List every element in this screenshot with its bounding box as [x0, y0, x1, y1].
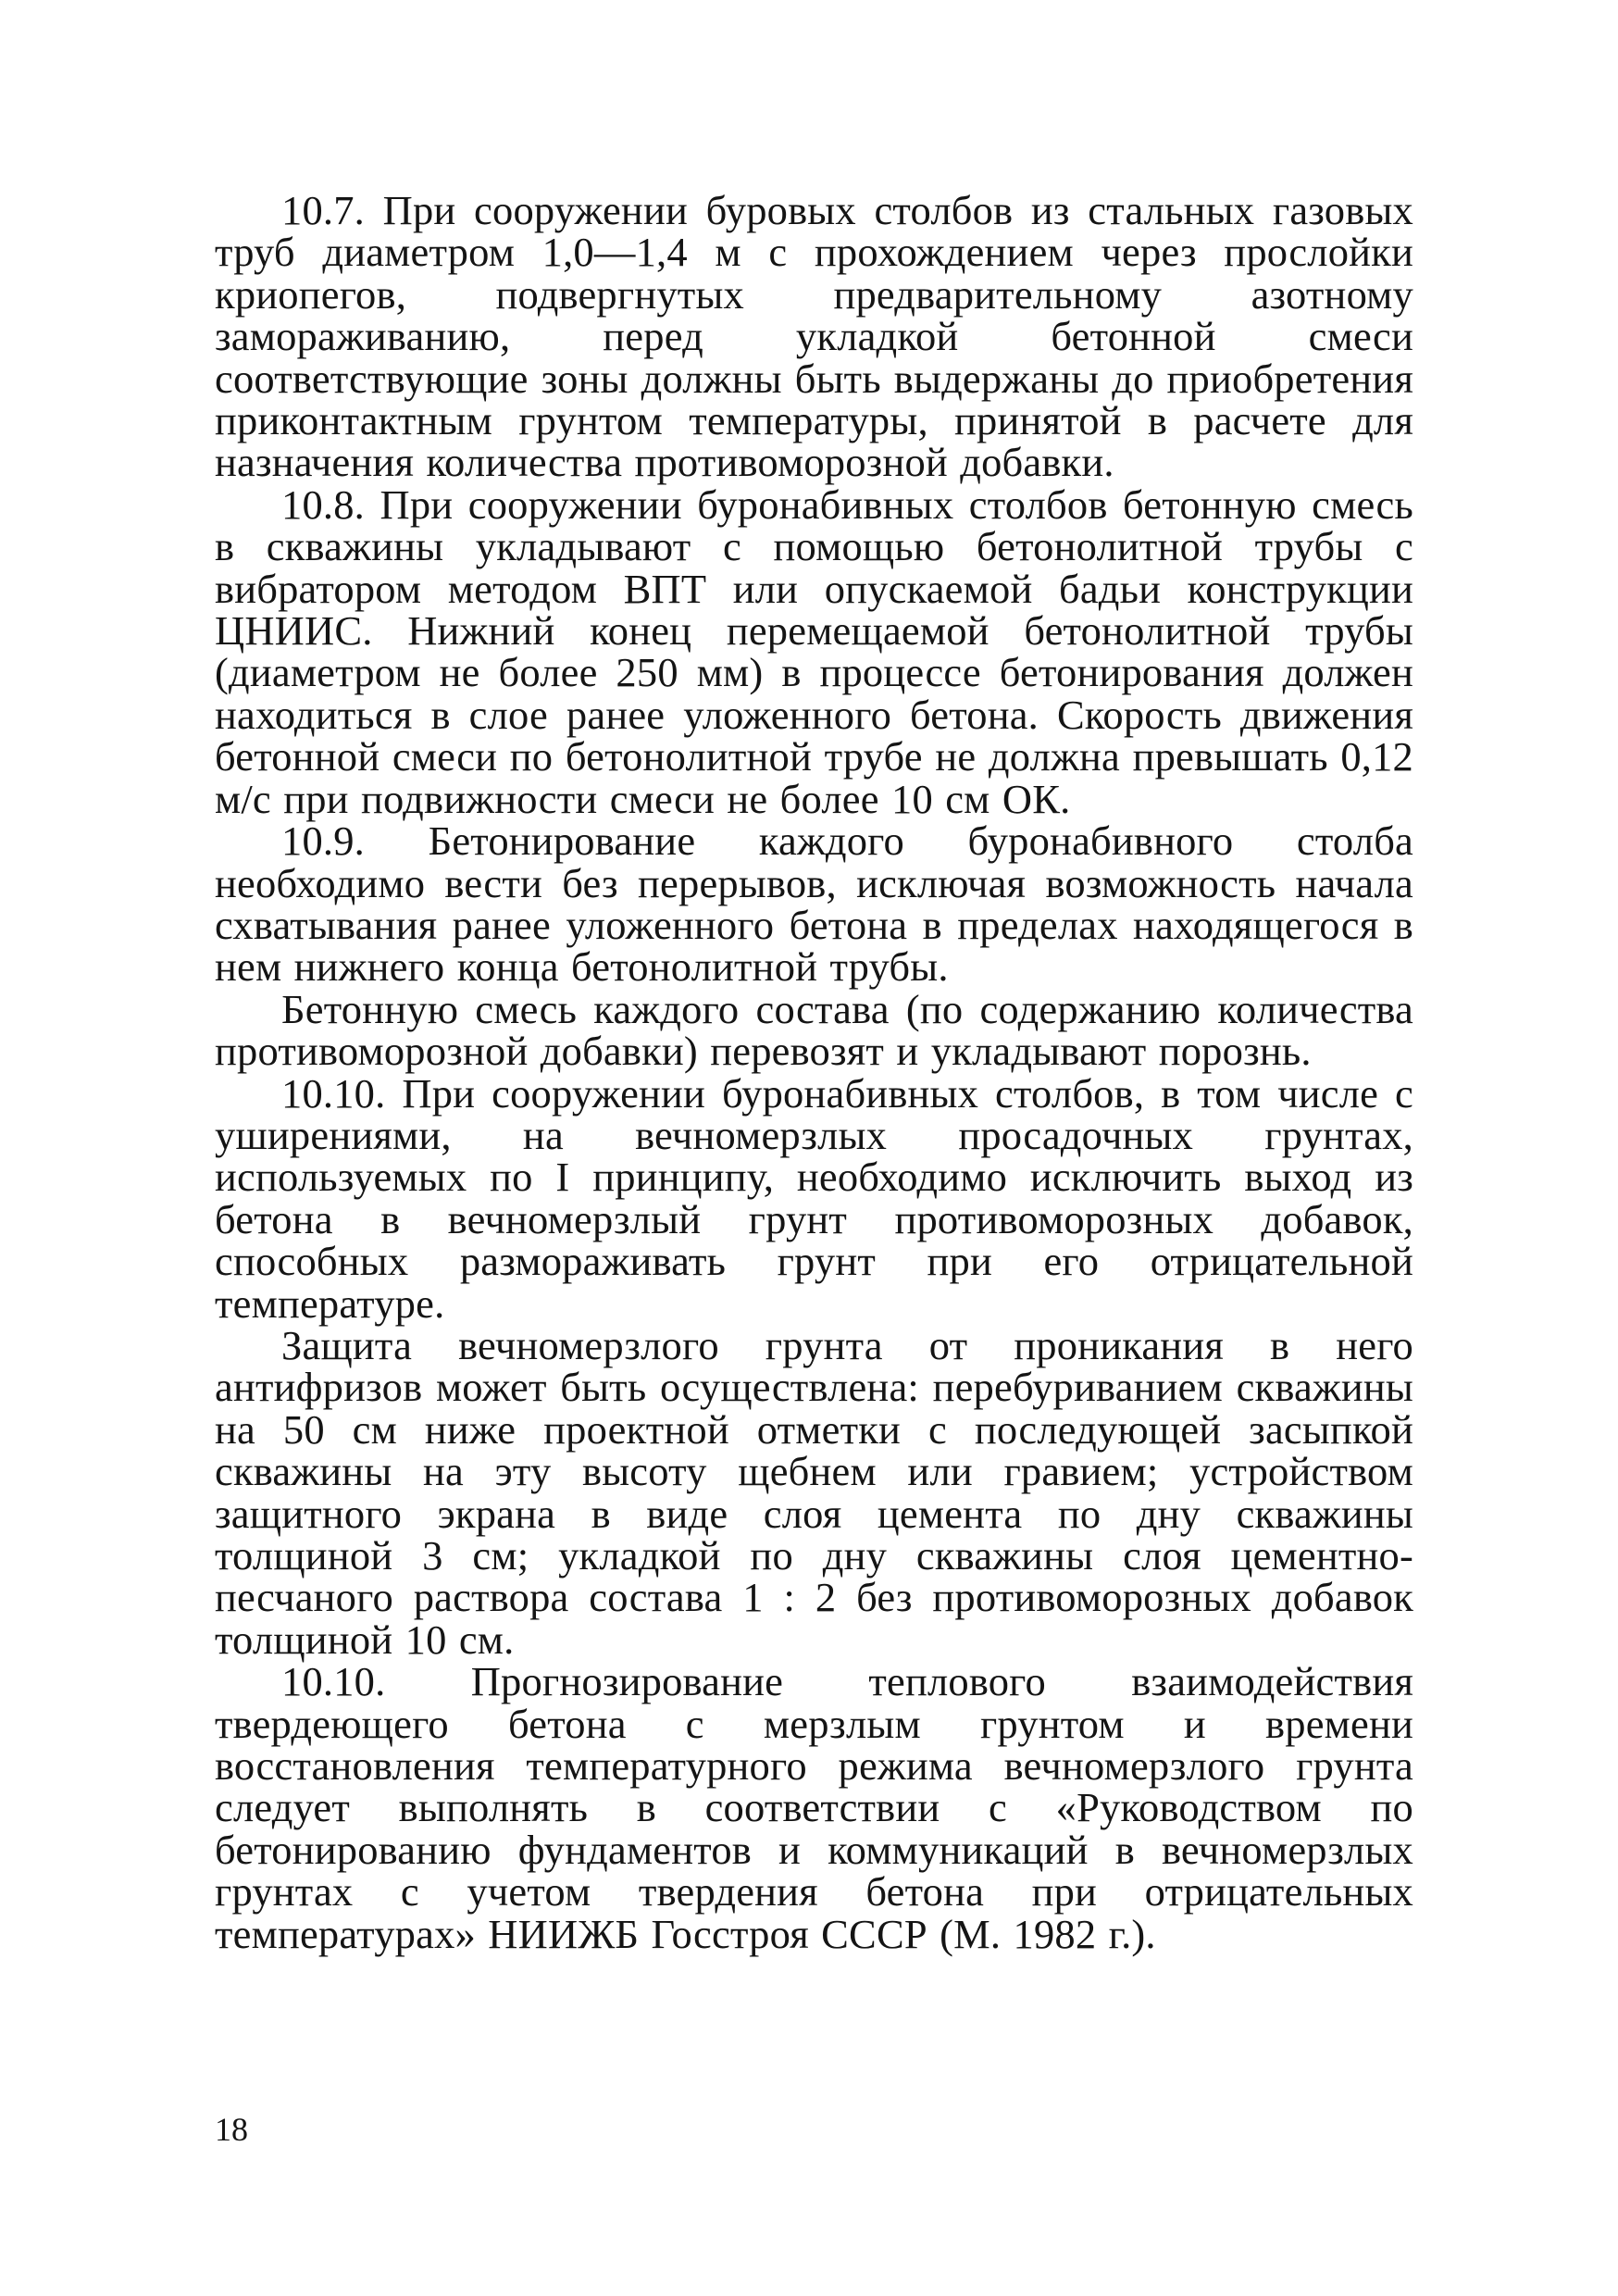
- paragraph-10-10-first: 10.10. При сооружении буронабивных столбов, в том числе с уширениями, на вечномерзлых просадочных грунтах, используемых по I принципу, необходимо исключить выход из бетона в вечномерзлый грунт противоморозных добавок, способных размораживать грунт при его отрицательной температуре.: [215, 1069, 1413, 1327]
- paragraph-10-8: 10.8. При сооружении буронабивных столбов бетонную смесь в скважины укладывают с помощью бетонолитной трубы с вибратором методом ВПТ или опускаемой бадьи конструкции ЦНИИС. Нижний конец перемещаемой бетонолитной трубы (диаметром не более 250 мм) в процессе бетонирования должен находиться в слое ранее уложенного бетона. Скорость движения бетонной смеси по бетонолитной трубе не должна превышать 0,12 м/с при подвижности смеси не более 10 см ОК.: [215, 480, 1413, 822]
- page-number: 18: [215, 2111, 248, 2148]
- paragraph-10-10-second: 10.10. Прогнозирование теплового взаимодействия твердеющего бетона с мерзлым грунтом и времени восстановления температурного режима вечномерзлого грунта следует выполнять в соответствии с «Руководством по бетонированию фундаментов и коммуникаций в вечномерзлых грунтах с учетом твердения бетона при отрицательных температурах» НИИЖБ Госстроя СССР (М. 1982 г.).: [215, 1658, 1413, 1957]
- paragraph-10-9: 10.9. Бетонирование каждого буронабивного столба необходимо вести без перерывов, исключая возможность начала схватывания ранее уложенного бетона в пределах находящегося в нем нижнего конца бетонолитной трубы.: [215, 817, 1413, 991]
- page-body: [215, 187, 1413, 1957]
- paragraph-permafrost-protection: Защита вечномерзлого грунта от проникания в него антифризов может быть осуществлена: перебуриванием скважины на 50 см ниже проектной отметки с последующей засыпкой скважины на эту высоту щебнем или гравием; устройством защитного экрана в виде слоя цемента по дну скважины толщиной 3 см; укладкой по дну скважины слоя цементно-песчаного раствора состава 1 : 2 без противоморозных добавок толщиной 10 см.: [215, 1321, 1413, 1663]
- paragraph-concrete-mix: Бетонную смесь каждого состава (по содержанию количества противоморозной добавки) перевозят и укладывают порознь.: [215, 985, 1413, 1075]
- paragraph-10-7: 10.7. При сооружении буровых столбов из стальных газовых труб диаметром 1,0—1,4 м с прохождением через прослойки криопегов, подвергнутых предварительному азотному замораживанию, перед укладкой бетонной смеси соответствующие зоны должны быть выдержаны до приобретения приконтактным грунтом температуры, принятой в расчете для назначения количества противоморозной добавки.: [215, 187, 1413, 486]
